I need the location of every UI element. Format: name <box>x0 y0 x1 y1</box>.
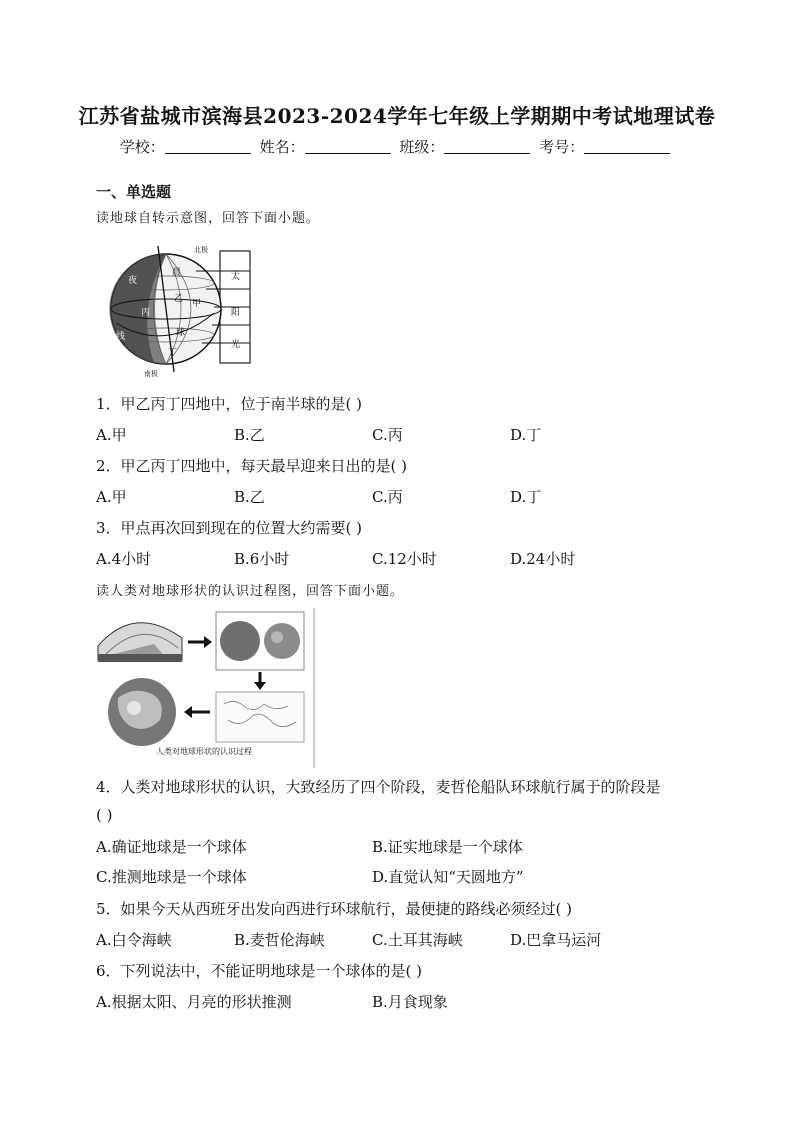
number-label: 考号： <box>539 138 585 156</box>
arrow-down-icon <box>254 672 266 690</box>
earth-rotation-figure <box>96 243 256 378</box>
question-2: 2．甲乙丙丁四地中，每天最早迎来日出的是( ) <box>96 457 408 475</box>
q1-option-d[interactable]: D.丁 <box>510 426 542 444</box>
point-bing: 丙 <box>141 308 151 318</box>
globe <box>109 246 221 372</box>
night-label: 夜 <box>128 276 138 286</box>
q1-option-b[interactable]: B.乙 <box>234 426 265 444</box>
q1-option-c[interactable]: C.丙 <box>372 426 403 444</box>
north-pole-label: 北极 <box>194 246 208 254</box>
dawn-label: 晨 <box>172 268 182 278</box>
question-3: 3．甲点再次回到现在的位置大约需要( ) <box>96 519 363 537</box>
figure-caption: 人类对地球形状的认识过程 <box>156 747 252 756</box>
q4-option-d[interactable]: D.直觉认知“天圆地方” <box>372 868 524 886</box>
student-info-line <box>0 136 794 157</box>
q6-option-a[interactable]: A.根据太阳、月亮的形状推测 <box>96 993 292 1011</box>
class-blank[interactable] <box>444 139 530 154</box>
point-yi: 乙 <box>174 294 184 304</box>
question-5: 5．如果今天从西班牙出发向西进行环球航行，最便捷的路线必须经过( ) <box>96 900 573 918</box>
sun-label-1: 太 <box>231 272 241 282</box>
sky-dome-image <box>98 623 182 662</box>
school-blank[interactable] <box>165 139 251 154</box>
q3-option-d[interactable]: D.24小时 <box>510 550 576 568</box>
q5-option-b[interactable]: B.麦哲伦海峡 <box>234 931 325 949</box>
q2-option-a[interactable]: A.甲 <box>96 488 127 506</box>
q4-option-a[interactable]: A.确证地球是一个球体 <box>96 838 247 856</box>
q5-option-d[interactable]: D.巴拿马运河 <box>510 931 602 949</box>
q6-option-b[interactable]: B.月食现象 <box>372 993 448 1011</box>
q3-option-b[interactable]: B.6小时 <box>234 550 290 568</box>
q2-option-d[interactable]: D.丁 <box>510 488 542 506</box>
world-map-image <box>216 692 304 742</box>
question-4-options-row1 <box>96 836 716 858</box>
question-6-options <box>96 991 716 1013</box>
globe-label: 球 <box>176 328 186 338</box>
school-label: 学校： <box>119 138 165 156</box>
question-1: 1．甲乙丙丁四地中，位于南半球的是( ) <box>96 395 363 413</box>
q3-option-c[interactable]: C.12小时 <box>372 550 437 568</box>
q2-option-b[interactable]: B.乙 <box>234 488 265 506</box>
q4-option-c[interactable]: C.推测地球是一个球体 <box>96 868 247 886</box>
intro-text-1: 读地球自转示意图，回答下面小题。 <box>96 211 321 226</box>
point-ding: 丁 <box>168 348 178 358</box>
arrow-left-icon <box>184 706 210 718</box>
exam-title: 江苏省盐城市滨海县2023-2024学年七年级上学期期中考试地理试卷 <box>78 104 716 128</box>
question-1-options <box>96 424 716 446</box>
line-label: 线 <box>116 332 126 342</box>
section-title: 一、单选题 <box>96 183 172 201</box>
arrow-right-icon <box>188 636 212 648</box>
class-label: 班级： <box>399 138 445 156</box>
question-6: 6．下列说法中，不能证明地球是一个球体的是( ) <box>96 962 423 980</box>
question-2-options <box>96 486 716 508</box>
intro-text-2: 读人类对地球形状的认识过程图，回答下面小题。 <box>96 584 405 599</box>
earth-shape-figure <box>94 608 316 768</box>
question-4: 4．人类对地球形状的认识，大致经历了四个阶段，麦哲伦船队环球航行属于的阶段是 <box>96 778 661 796</box>
question-5-options <box>96 929 716 951</box>
point-jia: 甲 <box>192 299 202 309</box>
question-4-bracket: ( ) <box>96 806 113 824</box>
number-blank[interactable] <box>584 139 670 154</box>
sun-label-3: 光 <box>231 340 241 350</box>
q5-option-c[interactable]: C.土耳其海峡 <box>372 931 463 949</box>
q5-option-a[interactable]: A.白令海峡 <box>96 931 172 949</box>
south-pole-label: 南极 <box>144 370 158 378</box>
q1-option-a[interactable]: A.甲 <box>96 426 127 444</box>
name-label: 姓名： <box>259 138 305 156</box>
sun-label-2: 阳 <box>231 308 241 318</box>
question-3-options <box>96 548 716 570</box>
q2-option-c[interactable]: C.丙 <box>372 488 403 506</box>
question-4-options-row2 <box>96 866 716 888</box>
q4-option-b[interactable]: B.证实地球是一个球体 <box>372 838 523 856</box>
q3-option-a[interactable]: A.4小时 <box>96 550 152 568</box>
globe-photo <box>108 678 176 746</box>
moon-photos <box>216 612 304 670</box>
name-blank[interactable] <box>305 139 391 154</box>
